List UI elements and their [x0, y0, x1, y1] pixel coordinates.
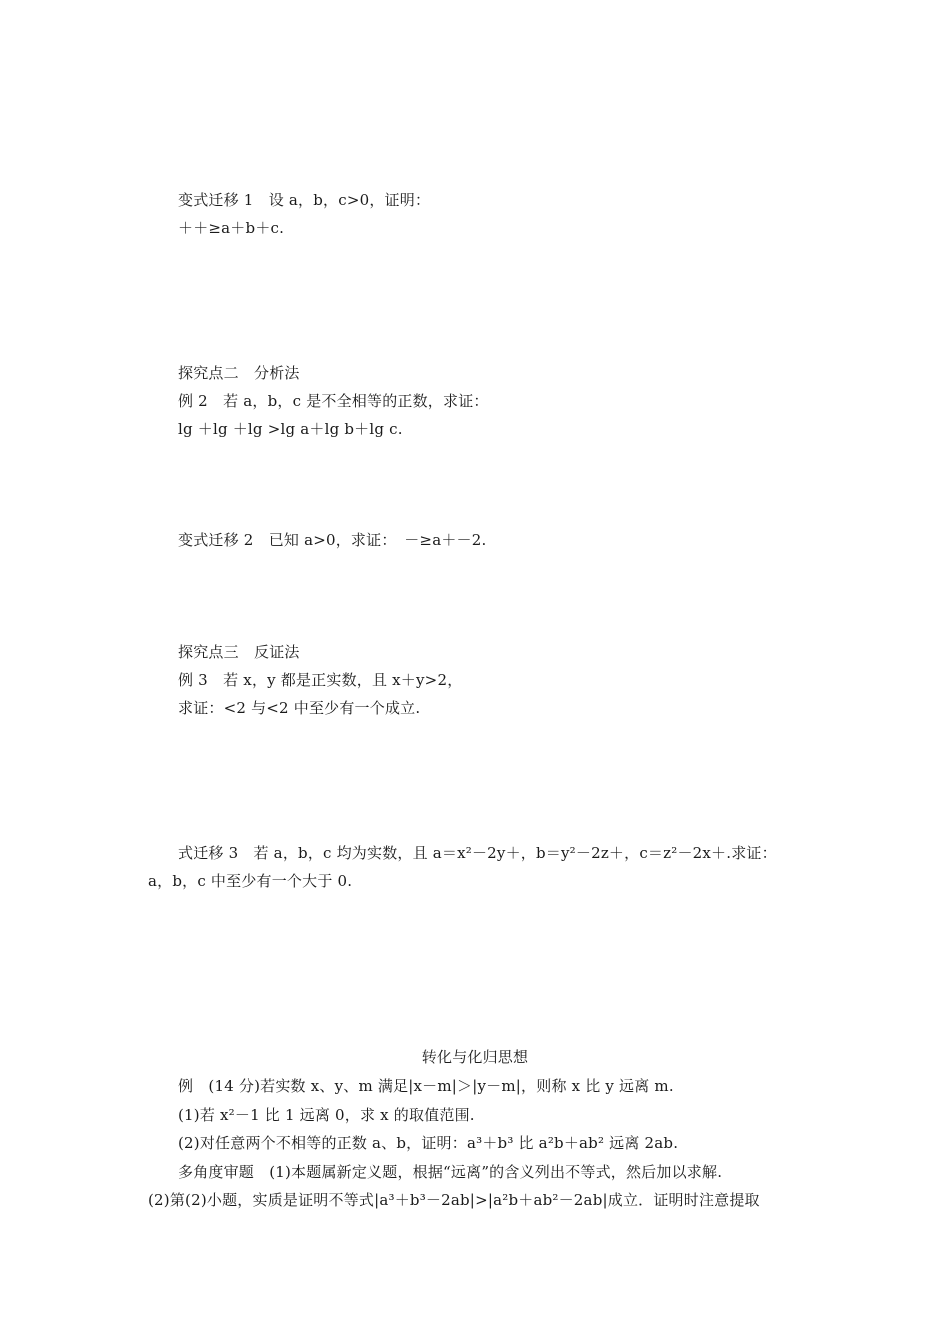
thinking-title: 转化与化归思想	[421, 1048, 529, 1066]
variant-3-line-1: 式迁移 3 若 a，b，c 均为实数，且 a＝x²－2y＋，b＝y²－2z＋，c＝z²－2x＋.求证：	[178, 844, 777, 862]
section-3-heading: 探究点三 反证法	[178, 643, 300, 661]
variant-3-line-2: a，b，c 中至少有一个大于 0.	[148, 872, 353, 890]
thinking-analysis-1: 多角度审题 (1)本题属新定义题，根据“远离”的含义列出不等式，然后加以求解.	[178, 1163, 723, 1181]
thinking-question-1: (1)若 x²－1 比 1 远离 0，求 x 的取值范围.	[178, 1106, 475, 1124]
thinking-example: 例 (14 分)若实数 x、y、m 满足|x－m|＞|y－m|，则称 x 比 y 远离 m.	[178, 1077, 674, 1095]
variant-1-body: ＋＋≥a＋b＋c.	[178, 219, 285, 237]
variant-2-text: 变式迁移 2 已知 a>0，求证： －≥a＋－2.	[178, 531, 487, 549]
example-3-claim: 求证：<2 与<2 中至少有一个成立.	[178, 699, 421, 717]
example-3-text: 例 3 若 x，y 都是正实数，且 x＋y>2，	[178, 671, 463, 689]
thinking-analysis-2: (2)第(2)小题，实质是证明不等式|a³＋b³－2ab|>|a²b＋ab²－2ab|成立．证明时注意提取	[148, 1191, 760, 1209]
example-2-text: 例 2 若 a，b，c 是不全相等的正数，求证：	[178, 392, 489, 410]
variant-1-title: 变式迁移 1 设 a，b，c>0，证明：	[178, 191, 431, 209]
section-2-heading: 探究点二 分析法	[178, 364, 300, 382]
example-2-formula: lg ＋lg ＋lg >lg a＋lg b＋lg c.	[178, 420, 403, 438]
thinking-question-2: (2)对任意两个不相等的正数 a、b，证明：a³＋b³ 比 a²b＋ab² 远离 2ab.	[178, 1134, 679, 1152]
